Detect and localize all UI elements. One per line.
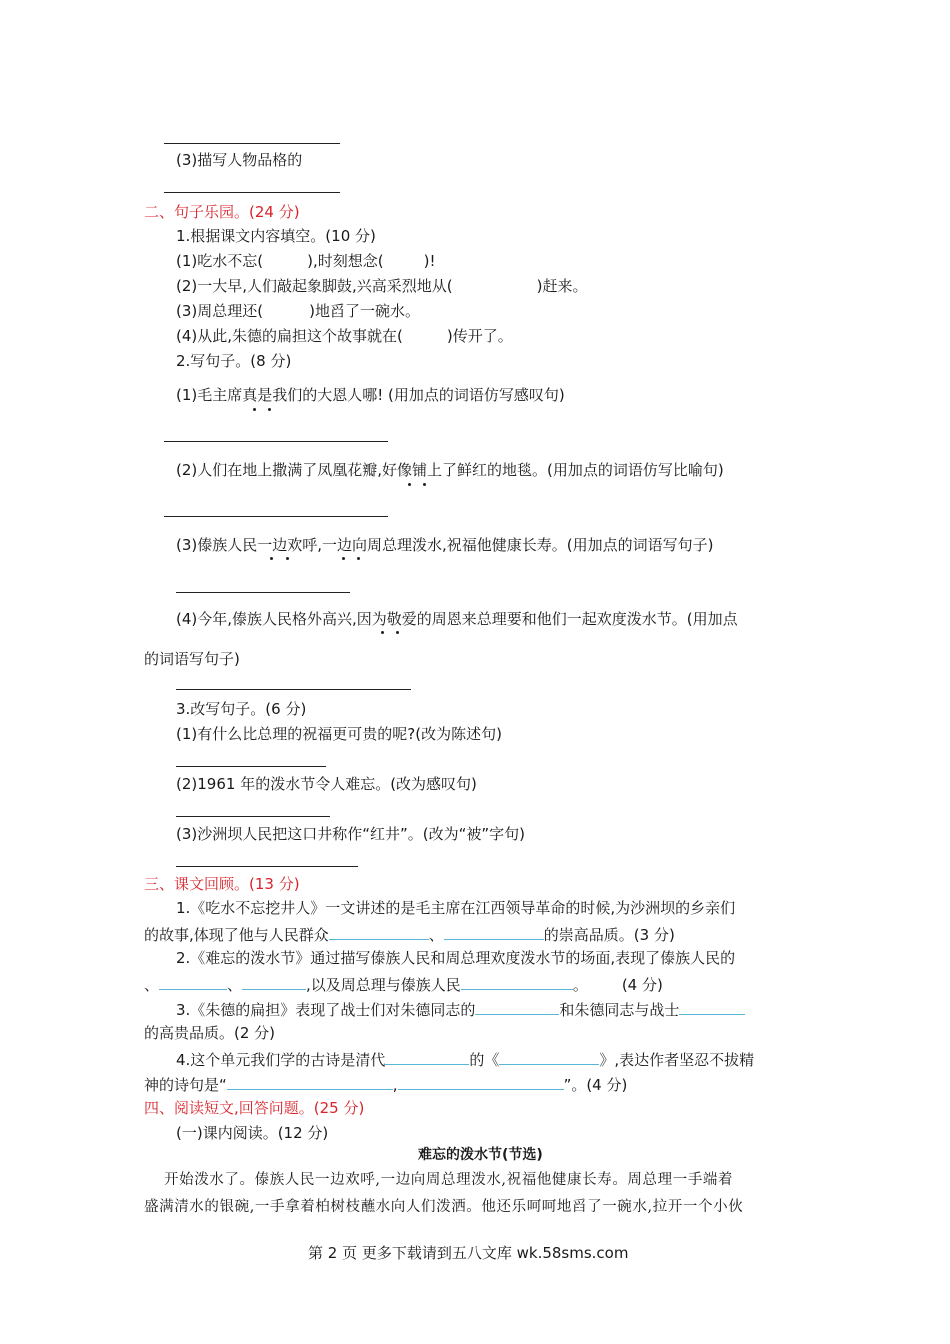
sentence-item: (3)傣族人民一边欢呼,一边向周总理泼水,祝福他健康长寿。(用加点的词语写句子) — [176, 536, 714, 554]
section-heading: 三、课文回顾。(13 分) — [144, 875, 300, 893]
section-heading: 二、句子乐园。(24 分) — [144, 203, 300, 221]
review-fragment: 、 — [227, 976, 243, 994]
review-fragment: 3.《朱德的扁担》表现了战士们对朱德同志的 — [176, 1001, 476, 1019]
review-fragment: 、 — [428, 926, 444, 944]
emphasis-dot — [381, 631, 384, 634]
fill-text: ),时刻想念( — [307, 252, 384, 270]
sentence-item: (1)有什么比总理的祝福更可贵的呢?(改为陈述句) — [176, 725, 502, 743]
subsection-title: (一)课内阅读。(12 分) — [176, 1124, 329, 1142]
fill-text: )地舀了一碗水。 — [309, 302, 420, 320]
fill-item — [176, 326, 513, 346]
answer-line — [164, 441, 388, 442]
blank[interactable] — [444, 923, 544, 940]
page-footer: 第 2 页 更多下载请到五八文库 wk.58sms.com — [308, 1244, 629, 1262]
fill-text: (2)一大早,人们敲起象脚鼓,兴高采烈地从( — [176, 277, 453, 295]
sentence-item: 的词语写句子) — [144, 650, 240, 668]
answer-line — [164, 516, 388, 517]
passage-title: 难忘的泼水节(节选) — [418, 1147, 543, 1163]
answer-line — [176, 689, 411, 690]
fill-text: (3)周总理还( — [176, 302, 264, 320]
sentence-item: (1)毛主席真是我们的大恩人哪! (用加点的词语仿写感叹句) — [176, 386, 565, 404]
sentence-item: (2)人们在地上撒满了凤凰花瓣,好像铺上了鲜红的地毯。(用加点的词语仿写比喻句) — [176, 461, 724, 479]
review-fragment: 》,表达作者坚忍不拔精 — [599, 1051, 755, 1069]
review-text — [176, 998, 745, 1020]
blank[interactable] — [475, 998, 559, 1015]
review-text — [144, 923, 675, 945]
review-fragment: 和朱德同志与战士 — [559, 1001, 680, 1019]
blank[interactable] — [385, 1048, 469, 1065]
review-fragment: , — [392, 1076, 398, 1094]
answer-line — [164, 143, 340, 144]
fill-text: (1)吃水不忘( — [176, 252, 264, 270]
emphasis-dot — [286, 557, 289, 560]
fill-item — [176, 251, 435, 271]
review-fragment: 的崇高品质。(3 分) — [543, 926, 675, 944]
emphasis-dot — [270, 557, 273, 560]
review-fragment: ,以及周总理与傣族人民 — [306, 976, 461, 994]
emphasis-dot — [408, 483, 411, 486]
question-title: 3.改写句子。(6 分) — [176, 700, 307, 718]
emphasis-dot — [268, 408, 271, 411]
section-heading: 四、阅读短文,回答问题。(25 分) — [144, 1099, 365, 1117]
review-fragment: 。 — [572, 976, 588, 994]
answer-line — [176, 866, 358, 867]
review-fragment: 4.这个单元我们学的古诗是清代 — [176, 1051, 386, 1069]
sentence-item: (3)沙洲坝人民把这口井称作“红井”。(改为“被”字句) — [176, 825, 526, 843]
passage-line: 开始泼水了。傣族人民一边欢呼,一边向周总理泼水,祝福他健康长寿。周总理一手端着 — [164, 1172, 734, 1188]
answer-line — [176, 592, 350, 593]
answer-line — [164, 192, 340, 193]
question-title: 1.根据课文内容填空。(10 分) — [176, 227, 376, 245]
emphasis-dot — [253, 408, 256, 411]
blank[interactable] — [227, 1073, 393, 1090]
review-fragment: 神的诗句是“ — [144, 1076, 227, 1094]
review-fragment: 的《 — [469, 1051, 500, 1069]
emphasis-dot — [396, 631, 399, 634]
question-label: (3)描写人物品格的 — [176, 151, 303, 169]
answer-line — [176, 816, 330, 817]
blank[interactable] — [242, 973, 306, 990]
blank[interactable] — [329, 923, 429, 940]
emphasis-dot — [342, 557, 345, 560]
passage-line: 盛满清水的银碗,一手拿着柏树枝蘸水向人们泼洒。他还乐呵呵地舀了一碗水,拉开一个小伙 — [144, 1199, 744, 1215]
fill-item — [176, 301, 420, 321]
blank[interactable] — [159, 973, 227, 990]
review-fragment: (4 分) — [621, 976, 663, 994]
sentence-item: (2)1961 年的泼水节令人难忘。(改为感叹句) — [176, 775, 477, 793]
blank[interactable] — [461, 973, 573, 990]
fill-text: (4)从此,朱德的扁担这个故事就在( — [176, 327, 403, 345]
review-fragment: ”。(4 分) — [563, 1076, 628, 1094]
answer-line — [176, 766, 326, 767]
review-text: 2.《难忘的泼水节》通过描写傣族人民和周总理欢度泼水节的场面,表现了傣族人民的 — [176, 949, 736, 967]
review-fragment: 、 — [144, 976, 160, 994]
fill-item — [176, 276, 588, 296]
fill-text: )! — [423, 252, 436, 270]
blank[interactable] — [398, 1073, 564, 1090]
review-text — [144, 1073, 627, 1095]
fill-text: )赶来。 — [536, 277, 588, 295]
sentence-item: (4)今年,傣族人民格外高兴,因为敬爱的周恩来总理要和他们一起欢度泼水节。(用加点 — [176, 610, 738, 628]
fill-text: )传开了。 — [446, 327, 513, 345]
review-text: 1.《吃水不忘挖井人》一文讲述的是毛主席在江西领导革命的时候,为沙洲坝的乡亲们 — [176, 899, 736, 917]
emphasis-dot — [423, 483, 426, 486]
blank[interactable] — [499, 1048, 599, 1065]
review-fragment: 的故事,体现了他与人民群众 — [144, 926, 329, 944]
review-text: 的高贵品质。(2 分) — [144, 1024, 276, 1042]
question-title: 2.写句子。(8 分) — [176, 352, 292, 370]
review-text — [176, 1048, 754, 1070]
blank[interactable] — [679, 998, 745, 1015]
review-text — [144, 973, 663, 995]
emphasis-dot — [357, 557, 360, 560]
